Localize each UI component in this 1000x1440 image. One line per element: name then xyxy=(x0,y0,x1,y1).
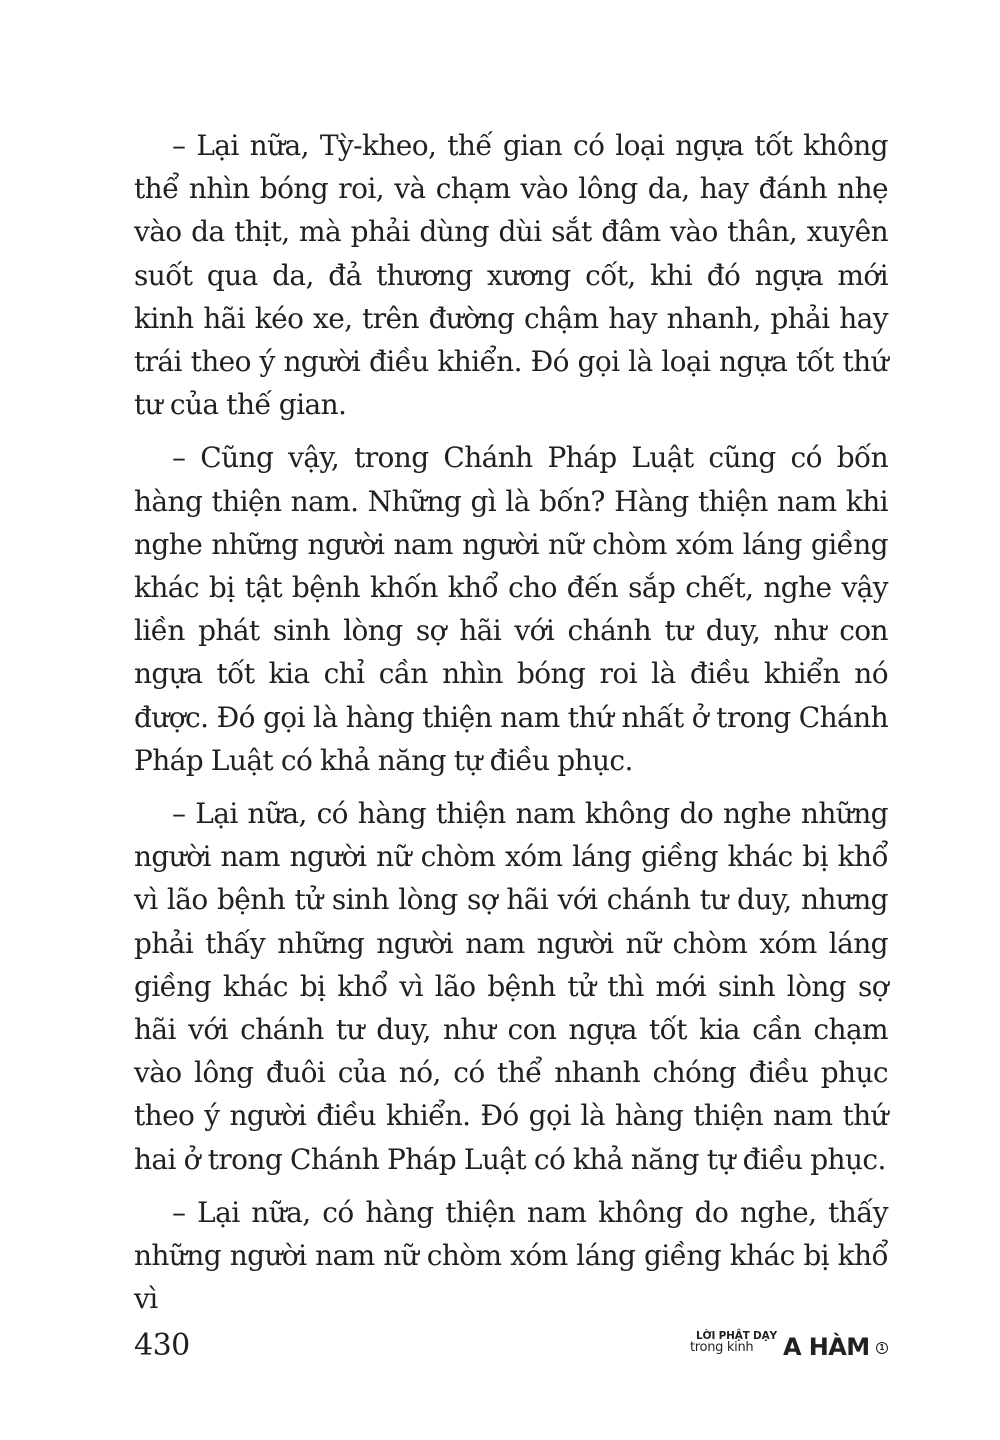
page-number: 430 xyxy=(134,1328,190,1363)
paragraph: – Lại nữa, có hàng thiện nam không do nghe những người nam người nữ chòm xóm láng giềng khác bị khổ vì lão bệnh tử sinh lòng sợ hãi với chánh tư duy, nhưng phải thấy những người nam người nữ chòm xóm láng giềng khác bị khổ vì lão bệnh tử thì mới sinh lòng sợ hãi với chánh tư duy, như con ngựa tốt kia cần chạm vào lông đuôi của nó, có thể nhanh chóng điều phục theo ý người điều khiển. Đó gọi là hàng thiện nam thứ hai ở trong Chánh Pháp Luật có khả năng tự điều phục. xyxy=(134,797,888,1176)
volume-badge: 1 xyxy=(876,1342,888,1354)
book-title-line2: trong kinh xyxy=(690,1340,754,1355)
page-footer xyxy=(134,1318,890,1374)
paragraph: – Cũng vậy, trong Chánh Pháp Luật cũng có bốn hàng thiện nam. Những gì là bốn? Hàng thiện nam khi nghe những người nam người nữ chòm xóm láng giềng khác bị tật bệnh khốn khổ cho đến sắp chết, nghe vậy liền phát sinh lòng sợ hãi với chánh tư duy, như con ngựa tốt kia chỉ cần nhìn bóng roi là điều khiển nó được. Đó gọi là hàng thiện nam thứ nhất ở trong Chánh Pháp Luật có khả năng tự điều phục. xyxy=(134,441,888,777)
paragraph: – Lại nữa, Tỳ-kheo, thế gian có loại ngựa tốt không thể nhìn bóng roi, và chạm vào lông da, hay đánh nhẹ vào da thịt, mà phải dùng dùi sắt đâm vào thân, xuyên suốt qua da, đả thương xương cốt, khi đó ngựa mới kinh hãi kéo xe, trên đường chậm hay nhanh, phải hay trái theo ý người điều khiển. Đó gọi là loại ngựa tốt thứ tư của thế gian. xyxy=(134,129,888,422)
book-title-logo xyxy=(690,1326,890,1370)
paragraph: – Lại nữa, có hàng thiện nam không do nghe, thấy những người nam nữ chòm xóm láng giềng khác bị khổ vì xyxy=(134,1195,888,1316)
book-title-main: A HÀM xyxy=(783,1333,870,1361)
body-text xyxy=(134,124,888,1330)
book-title-line1: LỜI PHẬT DẠY xyxy=(696,1330,777,1342)
